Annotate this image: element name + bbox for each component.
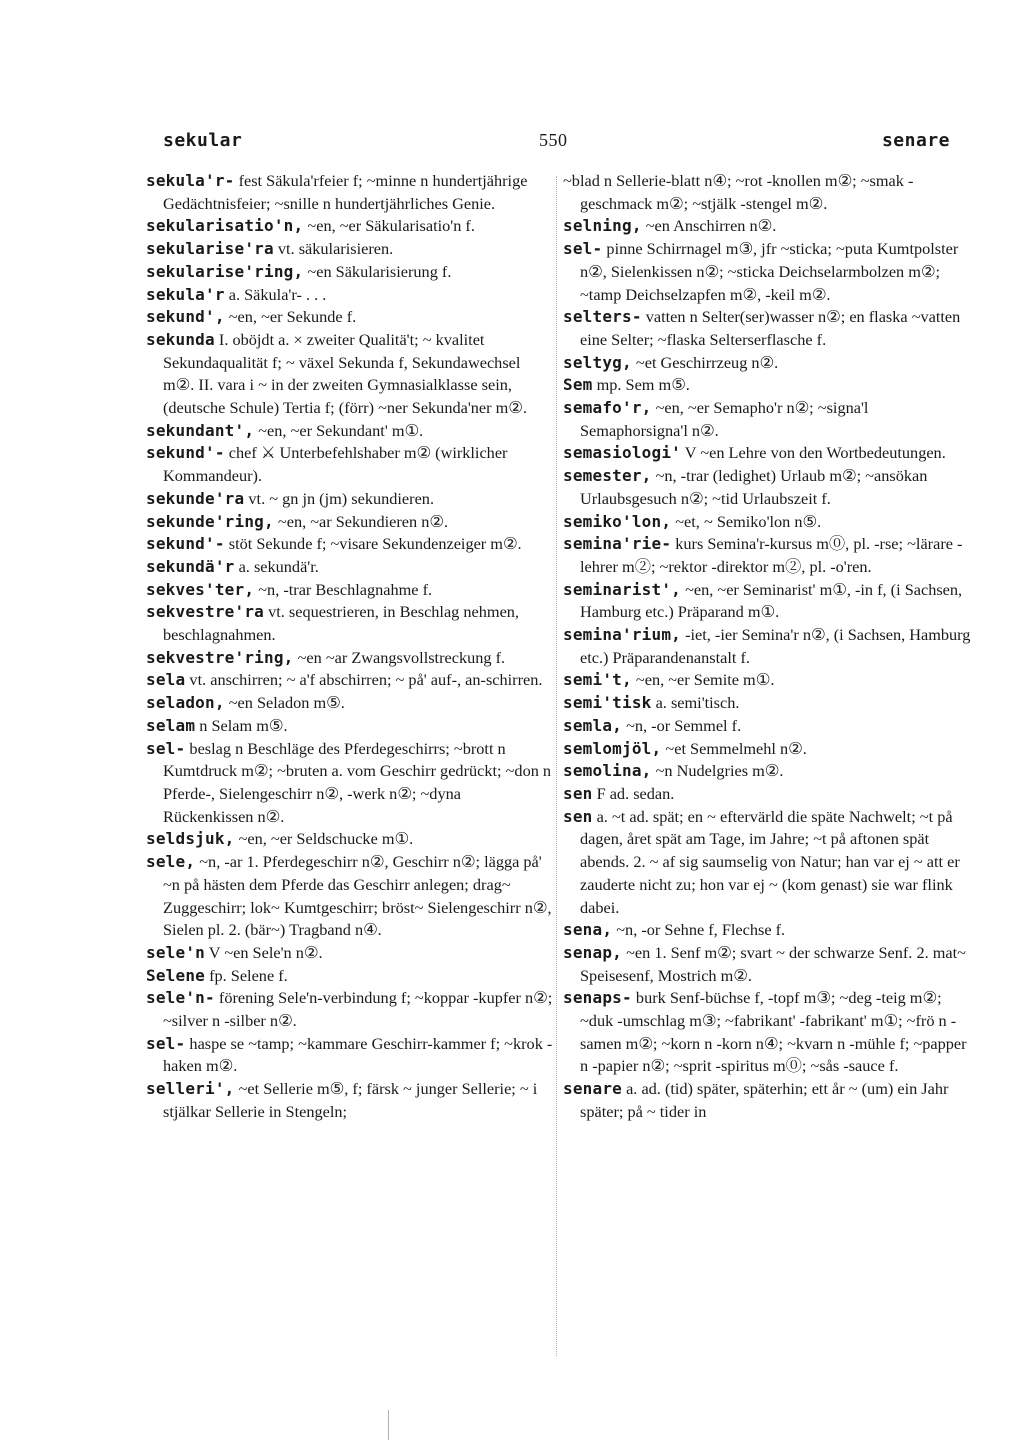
entry-definition: ~en, ~er Semapho'r n②; ~signa'l Semaphorsigna'l n②. (580, 398, 869, 440)
dictionary-entry (146, 965, 554, 988)
entry-headword: sekula'r- (146, 171, 235, 190)
entry-definition: ~n Nudelgries m②. (655, 761, 784, 781)
entry-definition: ~n, -trar (ledighet) Urlaub m②; ~ansökan Urlaubsgesuch n②; ~tid Urlaubszeit f. (580, 466, 928, 508)
entry-headword: sen (563, 783, 593, 803)
entry-headword: senare (563, 1079, 622, 1099)
entry-headword: Selene (146, 965, 205, 985)
entry-headword: semina'rium, (563, 625, 681, 645)
dictionary-entry (563, 465, 971, 510)
dictionary-entry (146, 420, 554, 443)
entry-definition: ~en, ~er Semite m①. (635, 670, 775, 690)
entry-definition: vt. ~ gn jn (jm) sekundieren. (248, 488, 435, 508)
dictionary-entry (563, 669, 971, 692)
dictionary-entry (563, 374, 971, 397)
entry-headword: seltyg, (563, 352, 632, 372)
right-column (563, 170, 971, 1124)
entry-definition: ~en Anschirren n②. (645, 216, 777, 236)
entry-headword: sele'n (146, 942, 205, 962)
entry-definition: ~et, ~ Semiko'lon n⑤. (675, 511, 822, 531)
dictionary-entry (146, 1078, 554, 1123)
entry-definition: vt. säkularisieren. (277, 239, 394, 259)
entry-headword: sekunde'ra (146, 488, 245, 508)
dictionary-entry (146, 601, 554, 646)
entry-headword: semasiologi' (563, 443, 681, 463)
entry-definition: ~et Sellerie m⑤, f; färsk ~ junger Sellerie; ~ i stjälkar Sellerie in Stengeln; (163, 1079, 538, 1121)
page-number: 550 (539, 130, 568, 150)
entry-definition: ~en ~ar Zwangsvollstreckung f. (297, 647, 506, 667)
entry-definition: pinne Schirrnagel m③, jfr ~sticka; ~puta Kumtpolster n②, Sielenkissen n②; ~sticka Deichselarmbolzen m②; ~tamp Deichselzapfen m②, -keil m②. (580, 239, 959, 304)
entry-headword: seldsjuk, (146, 829, 235, 849)
dictionary-entry (146, 987, 554, 1032)
entry-definition: kurs Semina'r-kursus m⓪, pl. -rse; ~lärare -lehrer m②; ~rektor -direktor m②, pl. -o'ren. (580, 534, 963, 576)
dictionary-entry (146, 284, 554, 307)
dictionary-entry (563, 352, 971, 375)
entry-definition: ~et Geschirrzeug n②. (635, 352, 779, 372)
entry-headword: sena, (563, 920, 613, 940)
entry-definition: ~en, ~er Seminarist' m①, -in f, (i Sachsen, Hamburg etc.) Präparand m①. (580, 579, 963, 622)
entry-headword: semafo'r, (563, 398, 652, 418)
dictionary-entry (563, 942, 971, 987)
entry-definition: beslag n Beschläge des Pferdegeschirrs; ~brott n Kumtdruck m②; ~bruten a. vom Geschirr gedrückt; ~don n Pferde-, Sielengeschirr n②, -werk n②; ~dyna Rückenkissen n②. (163, 738, 552, 826)
column-divider (556, 176, 557, 1356)
dictionary-entry (146, 488, 554, 511)
entry-headword: sen (563, 806, 593, 826)
entry-definition: ~en, ~er Seldschucke m①. (238, 829, 414, 849)
dictionary-entry (563, 760, 971, 783)
entry-definition: vatten n Selter(ser)wasser n②; en flaska ~vatten eine Selter; ~flaska Selterserflasche f. (580, 307, 961, 349)
dictionary-entry (146, 533, 554, 556)
entry-headword: selam (146, 715, 196, 735)
dictionary-entry (146, 556, 554, 579)
entry-headword: sekunde'ring, (146, 511, 274, 531)
entry-headword: sekund', (146, 307, 225, 327)
entry-headword: semester, (563, 466, 652, 486)
entry-headword: semlomjöl, (563, 738, 662, 758)
entry-definition: a. Säkula'r- . . . (228, 284, 327, 304)
entry-definition: V ~en Lehre von den Wortbedeutungen. (684, 443, 946, 463)
entry-definition: mp. Sem m⑤. (596, 375, 690, 395)
dictionary-entry (146, 238, 554, 261)
entry-headword: sel- (146, 738, 186, 758)
entry-definition: ~blad n Sellerie-blatt n④; ~rot -knollen m②; ~smak -geschmack m②; ~stjälk -stengel m②. (563, 171, 914, 213)
entry-headword: sekvestre'ra (146, 602, 264, 622)
entry-headword: sel- (563, 239, 603, 259)
dictionary-entry (146, 1033, 554, 1078)
entry-definition: fest Säkula'rfeier f; ~minne n hundertjährige Gedächtnisfeier; ~snille n hundertjährliches Genie. (163, 171, 528, 213)
dictionary-entry (146, 942, 554, 965)
dictionary-entry (146, 828, 554, 851)
dictionary-entry (563, 715, 971, 738)
entry-definition: fp. Selene f. (209, 965, 288, 985)
entry-headword: sele'n- (146, 988, 215, 1008)
entry-headword: sekvestre'ring, (146, 647, 294, 667)
left-column (146, 170, 554, 1124)
entry-definition: ~en Seladon m⑤. (228, 693, 345, 713)
entry-headword: semi'tisk (563, 693, 652, 713)
entry-headword: senap, (563, 942, 622, 962)
entry-definition: a. ~t ad. spät; en ~ eftervärld die späte Nachwelt; ~t på dagen, året spät am Tage, im Jahre; ~t på aftonen spät abends. 2. ~ af sig saumselig von Natur; han var ej ~ att er zauderte nicht zu; hon var ej ~ (kom genast) sie war flink dabei. (580, 806, 960, 917)
dictionary-entry (146, 215, 554, 238)
entry-headword: selleri', (146, 1079, 235, 1099)
dictionary-entry (146, 738, 554, 829)
entry-headword: selters- (563, 307, 642, 327)
entry-headword: sekundant', (146, 420, 255, 440)
entry-headword: sekularisatio'n, (146, 216, 304, 236)
entry-definition: ~n, -trar Beschlagnahme f. (258, 579, 433, 599)
dictionary-entry (563, 511, 971, 534)
dictionary-entry (146, 442, 554, 487)
dictionary-entry (563, 692, 971, 715)
dictionary-entry (563, 783, 971, 806)
dictionary-entry (146, 669, 554, 692)
dictionary-entry (563, 397, 971, 442)
entry-definition: V ~en Sele'n n②. (208, 942, 323, 962)
entry-headword: sekunda (146, 329, 215, 349)
entry-definition: ~en, ~er Sekunde f. (228, 307, 357, 327)
dictionary-entry (146, 306, 554, 329)
dictionary-entry (146, 579, 554, 602)
dictionary-entry (146, 329, 554, 420)
entry-definition: -iet, -ier Semina'r n②, (i Sachsen, Hamburg etc.) Präparandenanstalt f. (580, 625, 971, 667)
entry-headword: semi't, (563, 670, 632, 690)
entry-headword: sekves'ter, (146, 579, 255, 599)
dictionary-entry (146, 647, 554, 670)
entry-headword: seladon, (146, 693, 225, 713)
entry-headword: sekund'- (146, 443, 225, 463)
entry-headword: senaps- (563, 988, 632, 1008)
header-left-guideword: sekular (163, 130, 243, 151)
entry-definition: ~en, ~er Sekundant' m①. (258, 420, 424, 440)
dictionary-entry (146, 170, 554, 215)
entry-definition: ~en, ~er Säkularisatio'n f. (307, 216, 475, 236)
entry-headword: sele, (146, 852, 196, 872)
entry-definition: stöt Sekunde f; ~visare Sekundenzeiger m②. (228, 534, 522, 554)
entry-definition: a. semi'tisch. (655, 693, 740, 713)
dictionary-entry (563, 306, 971, 351)
entry-headword: sel- (146, 1033, 186, 1053)
entry-headword: sekularise'ra (146, 239, 274, 259)
entry-headword: selning, (563, 216, 642, 236)
dictionary-entry (563, 533, 971, 578)
dictionary-entry (563, 624, 971, 669)
margin-mark (388, 1410, 389, 1440)
dictionary-entry (563, 579, 971, 624)
dictionary-entry (563, 442, 971, 465)
entry-headword: sekularise'ring, (146, 261, 304, 281)
dictionary-entry (563, 1078, 971, 1123)
entry-definition: haspe se ~tamp; ~kammare Geschirr-kammer f; ~krok -haken m②. (163, 1033, 553, 1076)
entry-definition: a. ad. (tid) später, späterhin; ett år ~ (um) ein Jahr später; på ~ tider in (580, 1079, 949, 1121)
dictionary-entry (146, 511, 554, 534)
entry-definition: I. oböjdt a. × zweiter Qualitä't; ~ kvalitet Sekundaqualität f; ~ växel Sekunda f, Sekundawechsel m②. II. vara i ~ in der zweiten Gymnasialklasse sein, (deutsche Schule) Tertia f; (förr) ~ner Sekunda'ner m②. (163, 329, 527, 418)
dictionary-entry (563, 919, 971, 942)
entry-definition: ~en Säkularisierung f. (307, 261, 452, 281)
entry-headword: semolina, (563, 761, 652, 781)
dictionary-entry (563, 238, 971, 306)
entry-definition: burk Senf-büchse f, -topf m③; ~deg -teig m②; ~duk -umschlag m③; ~fabrikant' -fabrikant' m①; ~frö n -samen m②; ~korn n -korn n④; ~kvarn n -mühle f; ~papper n -papier n②; ~sprit -spiritus m⓪; ~sås -sauce f. (580, 988, 967, 1076)
dictionary-entry (146, 715, 554, 738)
dictionary-entry (563, 738, 971, 761)
dictionary-entry (563, 215, 971, 238)
dictionary-entry (146, 692, 554, 715)
dictionary-entry (563, 170, 971, 215)
entry-definition: ~en, ~ar Sekundieren n②. (277, 511, 449, 531)
entry-headword: sekula'r (146, 284, 225, 304)
entry-headword: seminarist', (563, 579, 681, 599)
entry-definition: ~en 1. Senf m②; svart ~ der schwarze Senf. 2. mat~ Speisesenf, Mostrich m②. (580, 942, 966, 985)
entry-definition: vt. sequestrieren, in Beschlag nehmen, beschlagnahmen. (163, 602, 520, 645)
entry-definition: chef ⚔ Unterbefehlshaber m② (wirklicher Kommandeur). (163, 443, 508, 486)
entry-definition: ~n, -or Sehne f, Flechse f. (616, 920, 786, 940)
entry-definition: n Selam m⑤. (199, 715, 288, 735)
entry-definition: ~n, -or Semmel f. (626, 715, 742, 735)
entry-headword: sekund'- (146, 534, 225, 554)
entry-headword: sela (146, 670, 186, 690)
page-header (163, 130, 950, 158)
entry-definition: ~et Semmelmehl n②. (665, 738, 807, 758)
entry-headword: semina'rie- (563, 534, 672, 554)
entry-definition: förening Sele'n-verbindung f; ~koppar -kupfer n②; ~silver n -silber n②. (163, 988, 553, 1031)
dictionary-entry (563, 806, 971, 920)
entry-definition: F ad. sedan. (596, 783, 675, 803)
entry-headword: semiko'lon, (563, 511, 672, 531)
entry-headword: Sem (563, 375, 593, 395)
dictionary-entry (146, 851, 554, 942)
entry-definition: ~n, -ar 1. Pferdegeschirr n②, Geschirr n②; lägga på' ~n på hästen dem Pferde das Geschirr anlegen; drag~ Zuggeschirr; lok~ Kumtgeschirr; bröst~ Sielengeschirr n②, Sielen pl. 2. (bär~) Tragband n④. (163, 852, 552, 940)
header-right-guideword: senare (881, 130, 950, 151)
dictionary-entry (563, 987, 971, 1078)
entry-headword: sekundä'r (146, 556, 235, 576)
entry-headword: semla, (563, 715, 622, 735)
entry-definition: a. sekundä'r. (238, 556, 319, 576)
dictionary-entry (146, 261, 554, 284)
entry-definition: vt. anschirren; ~ a'f abschirren; ~ på' auf-, an-schirren. (189, 670, 543, 690)
